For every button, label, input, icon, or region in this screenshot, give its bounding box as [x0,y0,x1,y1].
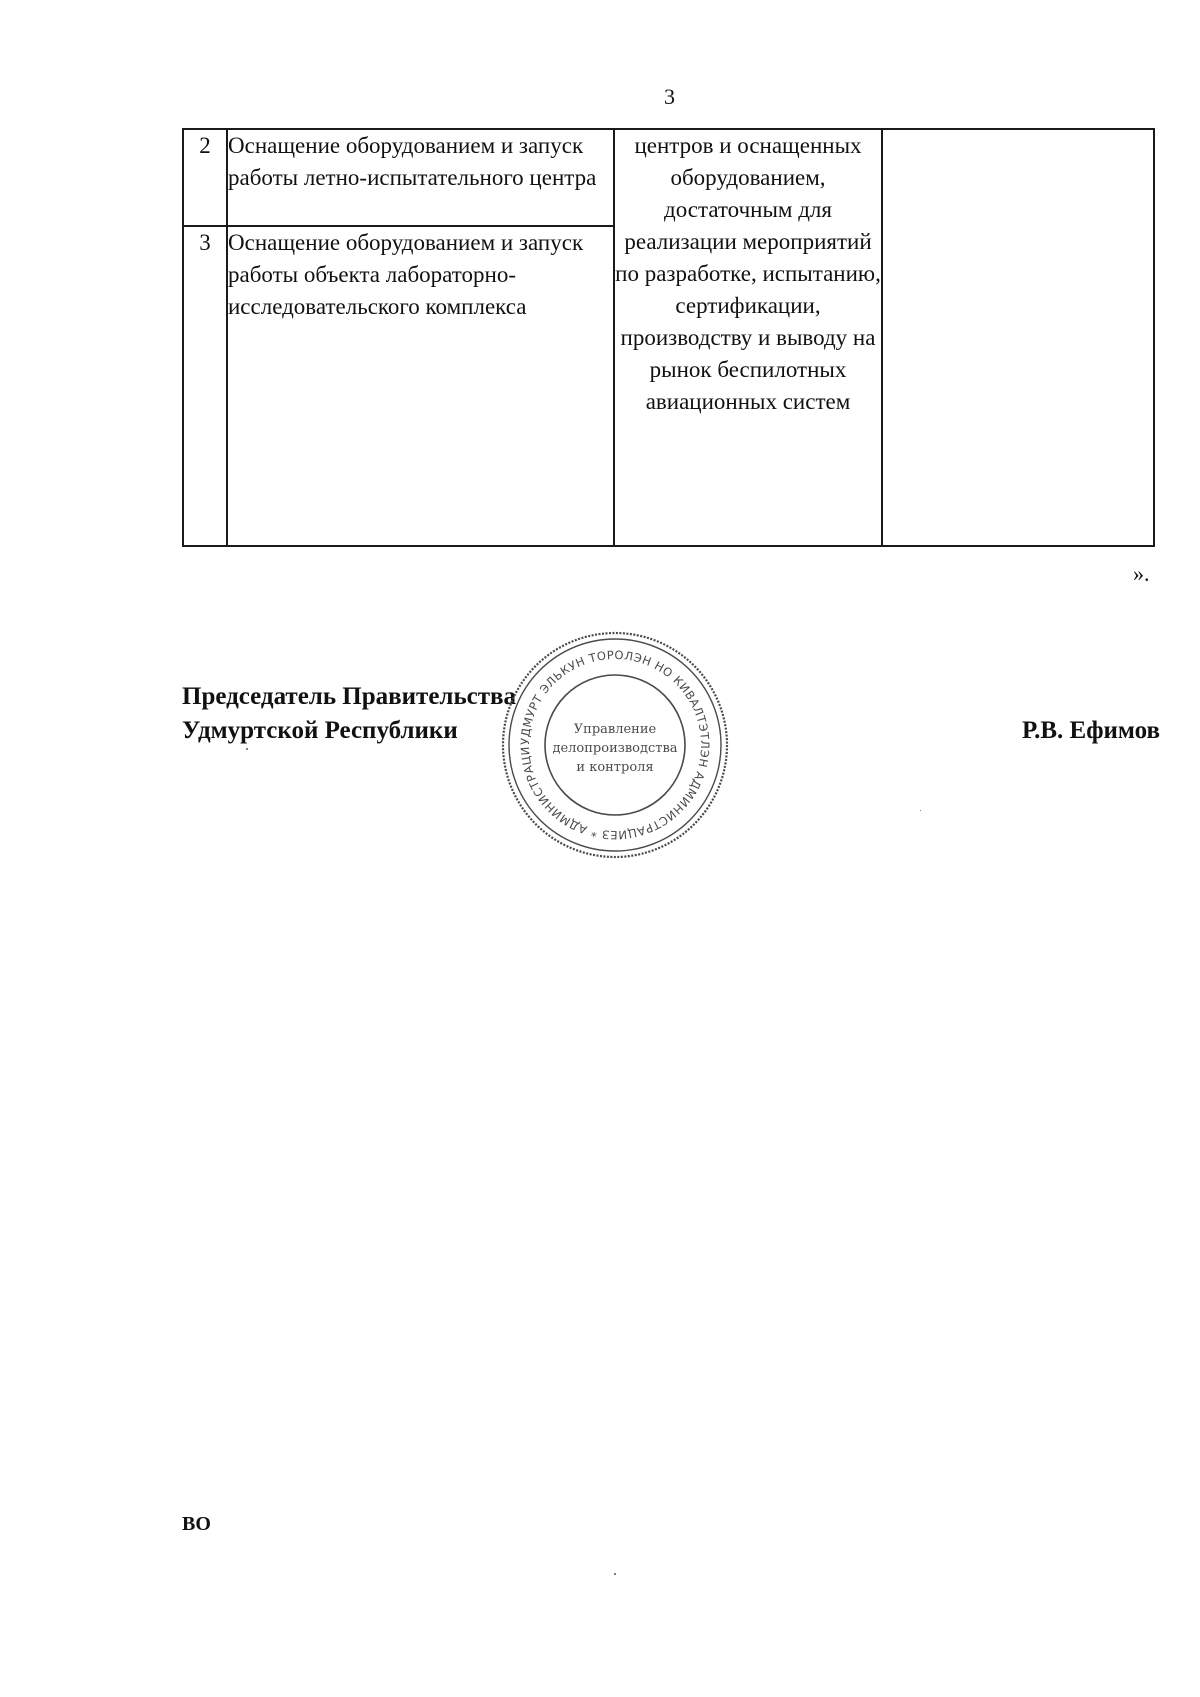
footer-code: ВО [182,1513,211,1535]
measure-name: Оснащение оборудованием и запуск работы объекта лабораторно-исследовательского комплекса [227,226,614,546]
seal-graphic [495,625,735,865]
scan-speck [246,748,248,750]
signer-title-line-2: Удмуртской Республики [182,717,458,744]
page-number: 3 [664,84,675,109]
signer-title [182,680,516,748]
empty-cell [882,129,1154,546]
measure-name: Оснащение оборудованием и запуск работы летно-испытательного центра [227,129,614,226]
result-description: центров и оснащенных оборудованием, достаточным для реализации мероприятий по разработке, испытанию, сертификации, производству и выводу на рынок беспилотных авиационных систем [614,129,882,546]
seal-center-line-1: Управление [573,722,657,737]
seal-center-line-3: и контроля [576,760,654,775]
signer-title-line-1: Председатель Правительства [182,683,517,710]
official-seal [495,625,735,865]
table-row [183,129,1154,226]
measures-table [182,128,1155,547]
scan-speck [614,1573,616,1575]
closing-quote: ». [1133,561,1150,586]
signer-name: Р.В. Ефимов [1021,717,1160,744]
seal-ring-text: УДМУРТ ЭЛЬКУН ТОРОЛЭН НО КИВАЛТЭТЛЭН АДМИНИСТРАЦИЕЗ * АДМИНИСТРАЦИ [517,647,713,843]
row-number: 3 [183,226,227,546]
scan-speck [920,810,921,811]
seal-center-line-2: делопроизводства [552,741,678,756]
row-number: 2 [183,129,227,226]
